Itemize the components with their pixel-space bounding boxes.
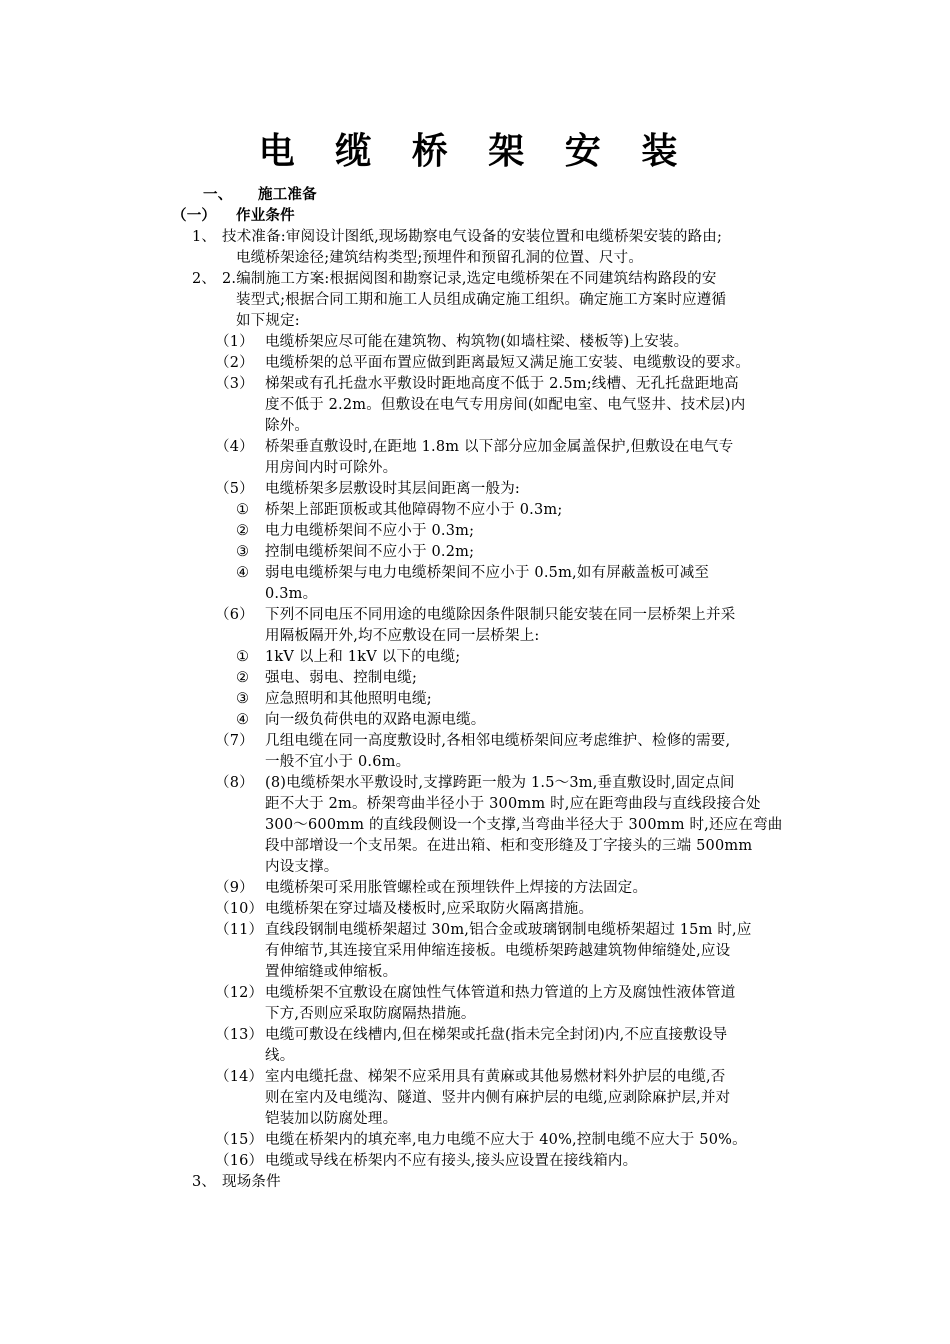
para-text: 室内电缆托盘、梯架不应采用具有黄麻或其他易燃材料外护层的电缆,否 xyxy=(265,1069,726,1085)
para-number: （6） xyxy=(215,607,254,623)
para-text: 电缆桥架的总平面布置应做到距离最短又满足施工安装、电缆敷设的要求。 xyxy=(265,355,751,371)
item-text: 装型式;根据合同工期和施工人员组成确定施工组织。确定施工方案时应遵循 xyxy=(236,292,727,308)
sub-item-text: 控制电缆桥架间不应小于 0.2m; xyxy=(265,544,475,560)
para-number: （3） xyxy=(215,376,254,392)
item-text: 现场条件 xyxy=(222,1174,281,1190)
subsection-heading: 作业条件 xyxy=(236,208,295,224)
item-text: 电缆桥架途径;建筑结构类型;预埋件和预留孔洞的位置、尺寸。 xyxy=(236,250,644,266)
para-number: （8） xyxy=(215,775,254,791)
sub-item-text: 桥架上部距顶板或其他障碍物不应小于 0.3m; xyxy=(265,502,563,518)
para-text: 电缆桥架可采用胀管螺栓或在预埋铁件上焊接的方法固定。 xyxy=(265,880,648,896)
item-text: 如下规定: xyxy=(236,313,300,329)
para-number: （12） xyxy=(215,985,264,1001)
para-text: 电缆桥架在穿过墙及楼板时,应采取防火隔离措施。 xyxy=(265,901,594,917)
item-number: 2、 xyxy=(192,271,217,287)
para-text: 一般不宜小于 0.6m。 xyxy=(265,754,411,770)
sub-item-text: 0.3m。 xyxy=(265,586,318,602)
para-text: 几组电缆在同一高度敷设时,各相邻电缆桥架间应考虑维护、检修的需要, xyxy=(265,733,731,749)
sub-item-text: 向一级负荷供电的双路电源电缆。 xyxy=(265,712,486,728)
circled-number: ④ xyxy=(236,712,250,728)
para-text: 桥架垂直敷设时,在距地 1.8m 以下部分应加金属盖保护,但敷设在电气专 xyxy=(265,439,734,455)
para-number: （2） xyxy=(215,355,254,371)
sub-item-text: 应急照明和其他照明电缆; xyxy=(265,691,432,707)
para-text: 有伸缩节,其连接宜采用伸缩连接板。电缆桥架跨越建筑物伸缩缝处,应设 xyxy=(265,943,731,959)
para-number: （14） xyxy=(215,1069,264,1085)
para-text: 下方,否则应采取防腐隔热措施。 xyxy=(265,1006,476,1022)
para-text: 则在室内及电缆沟、隧道、竖井内侧有麻护层的电缆,应剥除麻护层,并对 xyxy=(265,1090,731,1106)
circled-number: ② xyxy=(236,670,250,686)
circled-number: ③ xyxy=(236,691,250,707)
para-text: 置伸缩缝或伸缩板。 xyxy=(265,964,398,980)
sub-item-text: 1kV 以上和 1kV 以下的电缆; xyxy=(265,649,461,665)
para-text: 梯架或有孔托盘水平敷设时距地高度不低于 2.5m;线槽、无孔托盘距地高 xyxy=(265,376,739,392)
para-text: 内设支撑。 xyxy=(265,859,339,875)
section-number: 一、 xyxy=(203,187,233,203)
sub-item-text: 弱电电缆桥架与电力电缆桥架间不应小于 0.5m,如有屏蔽盖板可减至 xyxy=(265,565,710,581)
para-text: 电缆可敷设在线槽内,但在梯架或托盘(指未完全封闭)内,不应直接敷设导 xyxy=(265,1027,728,1043)
subsection-number: （一） xyxy=(172,208,217,224)
para-text: 下列不同电压不同用途的电缆除因条件限制只能安装在同一层桥架上并采 xyxy=(265,607,736,623)
para-text: 电缆在桥架内的填充率,电力电缆不应大于 40%,控制电缆不应大于 50%。 xyxy=(265,1132,747,1148)
circled-number: ③ xyxy=(236,544,250,560)
para-text: 用隔板隔开外,均不应敷设在同一层桥架上: xyxy=(265,628,540,644)
para-number: （13） xyxy=(215,1027,264,1043)
sub-item-text: 强电、弱电、控制电缆; xyxy=(265,670,418,686)
para-text: 电缆桥架多层敷设时其层间距离一般为: xyxy=(265,481,520,497)
item-text: 技术准备:审阅设计图纸,现场勘察电气设备的安装位置和电缆桥架安装的路由; xyxy=(222,229,723,245)
para-number: （7） xyxy=(215,733,254,749)
para-number: （5） xyxy=(215,481,254,497)
para-number: （1） xyxy=(215,334,254,350)
para-text: 电缆或导线在桥架内不应有接头,接头应设置在接线箱内。 xyxy=(265,1153,638,1169)
sub-item-text: 电力电缆桥架间不应小于 0.3m; xyxy=(265,523,475,539)
page-title: 电 缆 桥 架 安 装 xyxy=(258,131,692,172)
para-number: （4） xyxy=(215,439,254,455)
para-text: 电缆桥架应尽可能在建筑物、构筑物(如墙柱梁、楼板等)上安装。 xyxy=(265,334,689,350)
para-text: 除外。 xyxy=(265,418,310,434)
item-number: 3、 xyxy=(192,1174,217,1190)
para-text: 度不低于 2.2m。但敷设在电气专用房间(如配电室、电气竖井、技术层)内 xyxy=(265,397,746,413)
para-number: （10） xyxy=(215,901,264,917)
section-heading: 施工准备 xyxy=(258,187,317,203)
para-text: 用房间内时可除外。 xyxy=(265,460,398,476)
para-number: （9） xyxy=(215,880,254,896)
circled-number: ① xyxy=(236,502,250,518)
circled-number: ④ xyxy=(236,565,250,581)
para-number: （15） xyxy=(215,1132,264,1148)
para-text: 段中部增设一个支吊架。在进出箱、柜和变形缝及丁字接头的三端 500mm xyxy=(265,838,753,854)
para-text: 300～600mm 的直线段侧设一个支撑,当弯曲半径大于 300mm 时,还应在弯曲 xyxy=(265,817,783,833)
para-text: 距不大于 2m。桥架弯曲半径小于 300mm 时,应在距弯曲段与直线段接合处 xyxy=(265,796,761,812)
para-number: （11） xyxy=(215,922,264,938)
circled-number: ① xyxy=(236,649,250,665)
circled-number: ② xyxy=(236,523,250,539)
para-number: （16） xyxy=(215,1153,264,1169)
para-text: 线。 xyxy=(265,1048,295,1064)
para-text: 电缆桥架不宜敷设在腐蚀性气体管道和热力管道的上方及腐蚀性液体管道 xyxy=(265,985,736,1001)
item-number: 1、 xyxy=(192,229,217,245)
para-text: 铠装加以防腐处理。 xyxy=(265,1111,398,1127)
item-text: 2.编制施工方案:根据阅图和勘察记录,选定电缆桥架在不同建筑结构路段的安 xyxy=(222,271,717,287)
para-text: (8)电缆桥架水平敷设时,支撑跨距一般为 1.5～3m,垂直敷设时,固定点间 xyxy=(265,775,735,791)
para-text: 直线段钢制电缆桥架超过 30m,铝合金或玻璃钢制电缆桥架超过 15m 时,应 xyxy=(265,922,752,938)
